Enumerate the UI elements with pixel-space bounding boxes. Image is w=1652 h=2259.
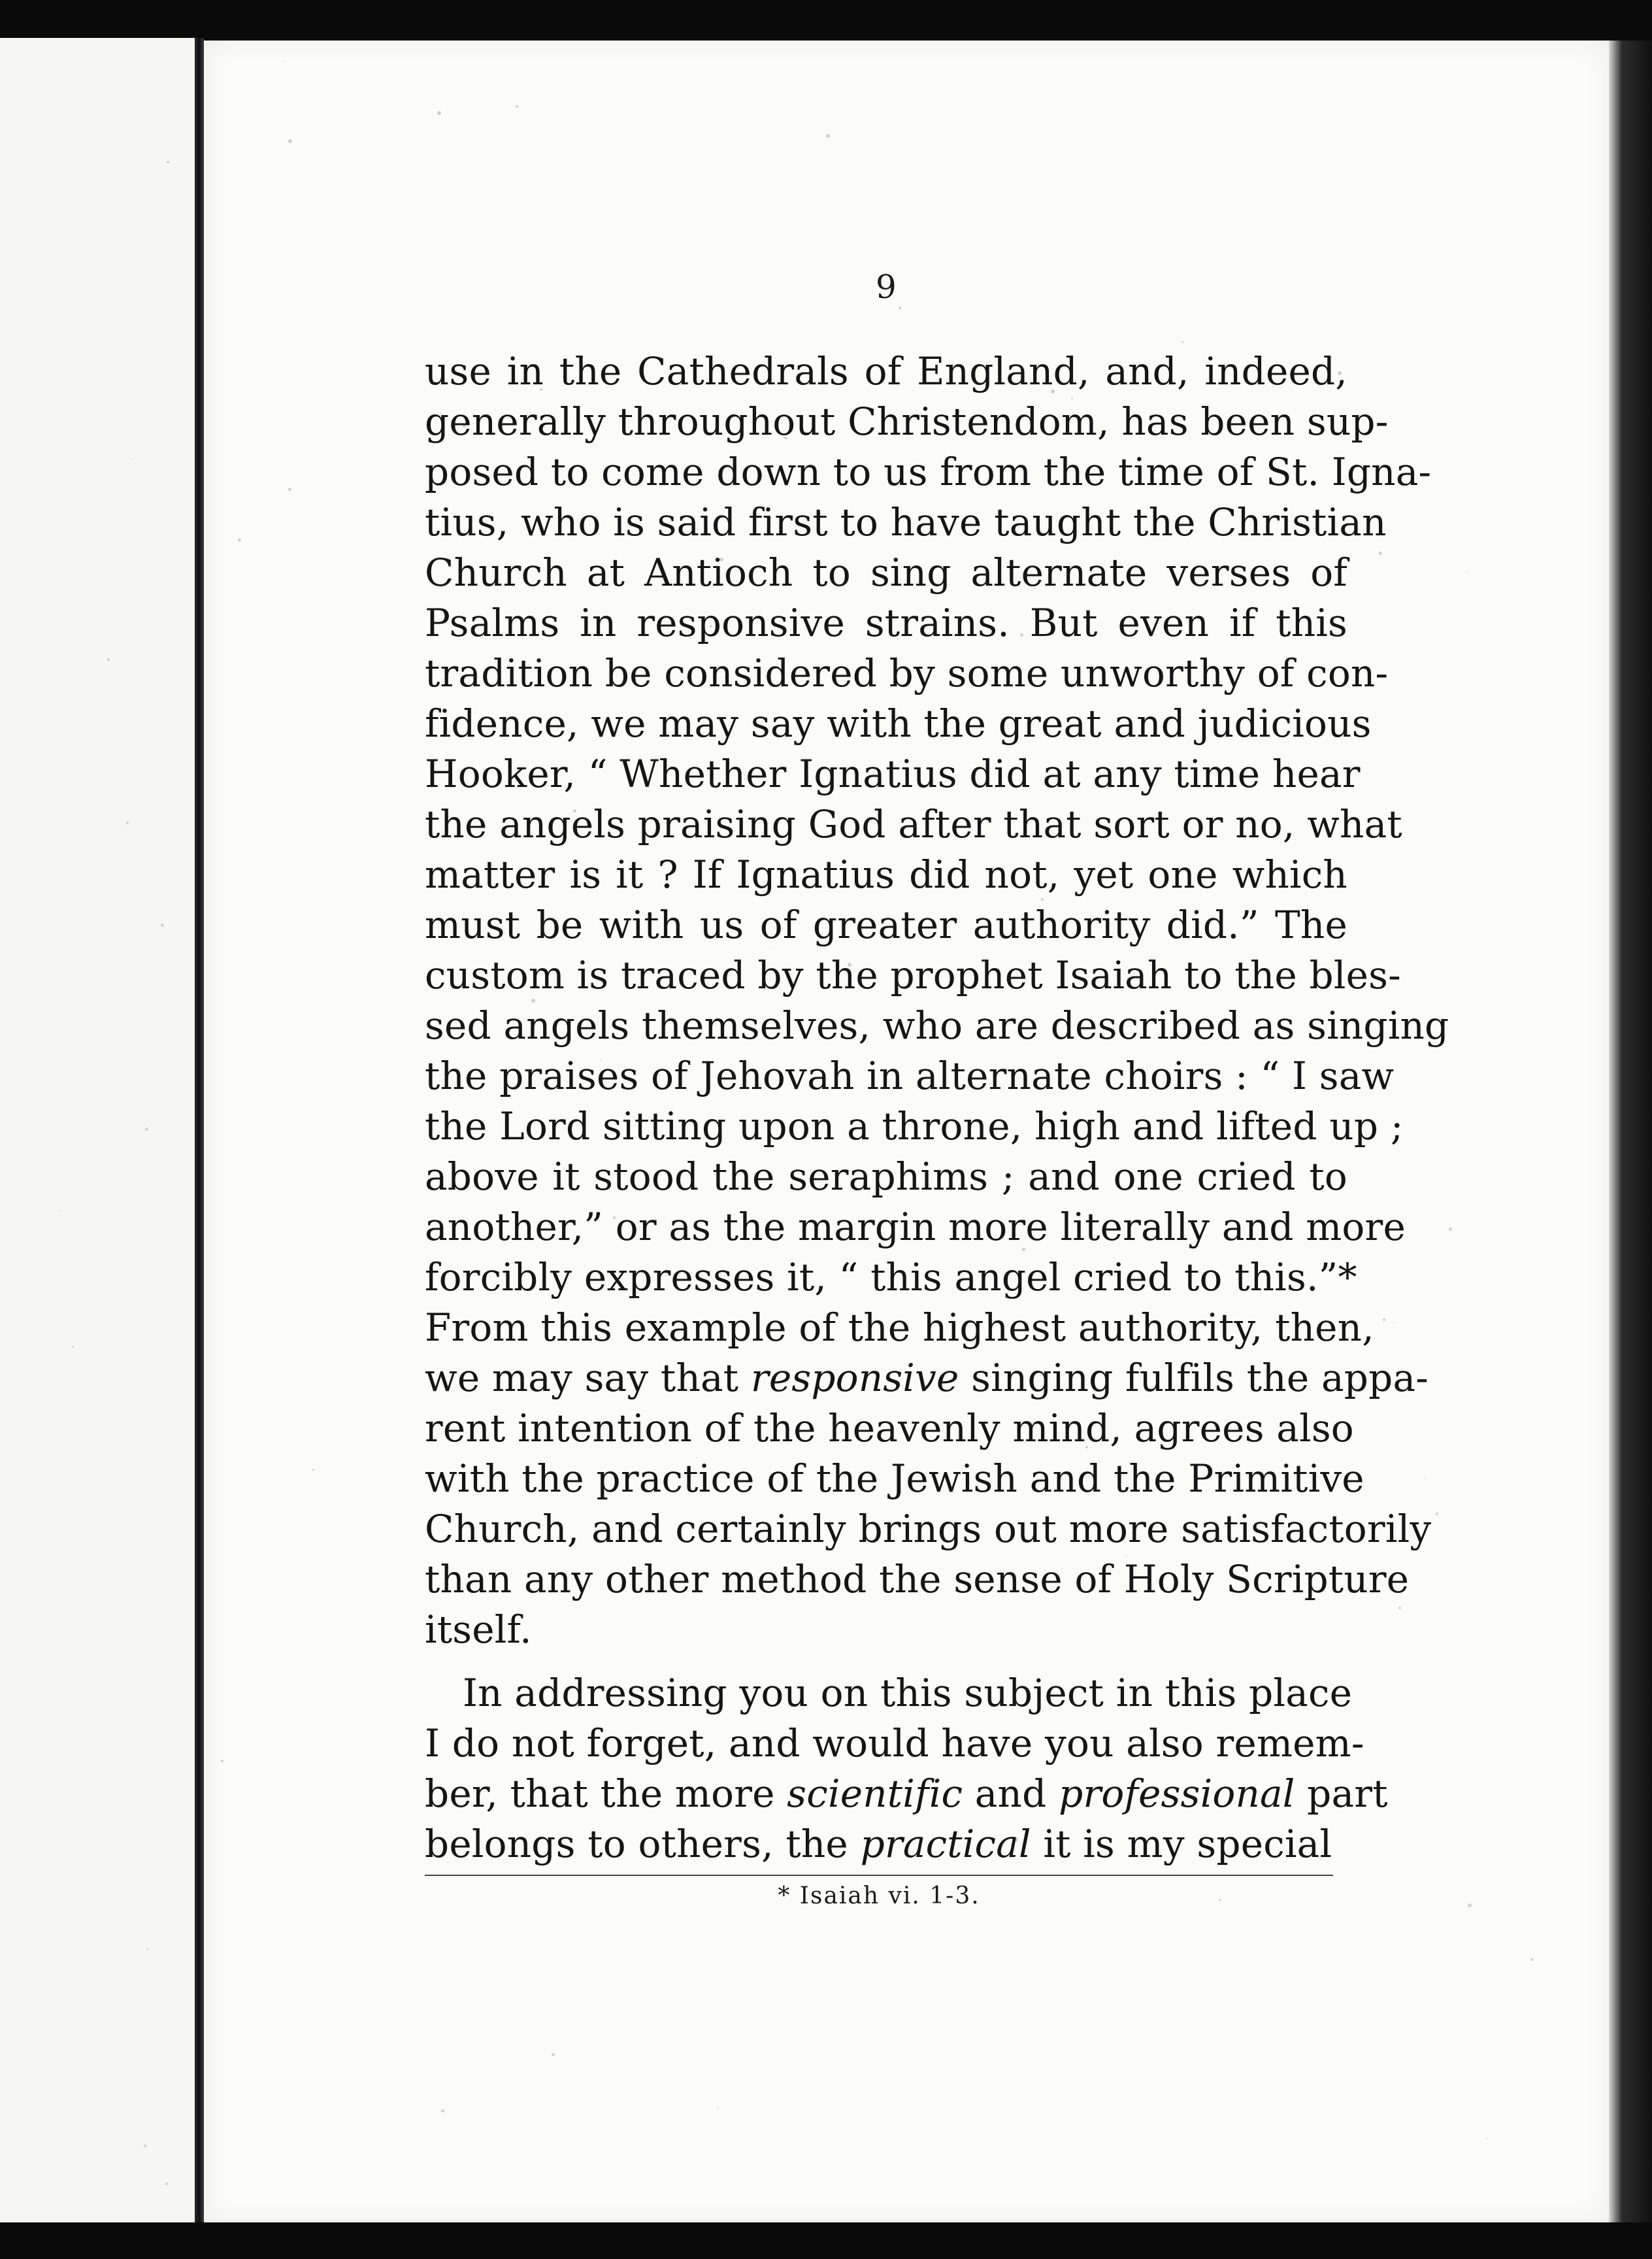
- text-run: itself.: [425, 1607, 532, 1652]
- text-run: fidence, we may say with the great and judicious: [425, 701, 1372, 746]
- text-line: [425, 1051, 1395, 1101]
- paper-speck: [1449, 1228, 1452, 1231]
- text-run: Psalms in responsive strains. But even if this: [425, 601, 1347, 645]
- paper-speck: [133, 458, 134, 460]
- text-run: belongs to others, the: [425, 1822, 861, 1866]
- text-run: generally throughout Christendom, has been sup-: [425, 399, 1389, 444]
- text-run: posed to come down to us from the time of St. Igna-: [425, 450, 1432, 494]
- text-run: tradition be considered by some unworthy of con-: [425, 651, 1389, 695]
- text-line: [425, 548, 1347, 598]
- text-run: than any other method the sense of Holy Scripture: [425, 1557, 1410, 1601]
- page-right-edge: [1609, 41, 1652, 2224]
- text-run: custom is traced by the prophet Isaiah to the bles-: [425, 953, 1401, 997]
- text-line: [425, 900, 1347, 950]
- footnote-rule: [425, 1875, 1333, 1876]
- text-run: sed angels themselves, who are described as singing: [425, 1003, 1449, 1048]
- text-line: [425, 1718, 1364, 1769]
- text-run: and: [963, 1771, 1059, 1816]
- text-run: rent intention of the heavenly mind, agrees also: [425, 1406, 1354, 1450]
- paper-speck: [1530, 1958, 1533, 1961]
- book-gutter: [195, 38, 204, 2222]
- text-run: tius, who is said first to have taught the Christian: [425, 500, 1387, 544]
- text-line: [425, 799, 1402, 850]
- paper-speck: [146, 1948, 148, 1950]
- text-run: part: [1295, 1771, 1388, 1816]
- text-line: [425, 1152, 1347, 1202]
- text-line: [425, 497, 1387, 548]
- paper-speck: [221, 1760, 223, 1762]
- text-line: [425, 1668, 1353, 1718]
- paper-speck: [107, 658, 110, 661]
- italic-phrase: responsive: [750, 1356, 959, 1400]
- paper-speck: [1379, 552, 1382, 555]
- text-run: In addressing you on this subject in this place: [463, 1671, 1353, 1715]
- text-run: forcibly expresses it, “ this angel cried to this.”*: [425, 1255, 1357, 1299]
- text-line: [425, 648, 1389, 699]
- text-run: ber, that the more: [425, 1771, 787, 1816]
- text-run: matter is it ? If Ignatius did not, yet one which: [425, 852, 1347, 897]
- text-run: the Lord sitting upon a throne, high and lifted up ;: [425, 1104, 1404, 1148]
- text-run: another,” or as the margin more literally and more: [425, 1205, 1406, 1249]
- text-run: I do not forget, and would have you also remem-: [425, 1721, 1364, 1765]
- italic-phrase: professional: [1059, 1771, 1295, 1816]
- text-line: [425, 1252, 1357, 1303]
- text-line: [425, 749, 1361, 799]
- text-run: it is my special: [1031, 1822, 1332, 1866]
- text-line: [425, 397, 1389, 447]
- facing-page-edge: [0, 38, 196, 2222]
- paper-speck: [1436, 1513, 1438, 1515]
- text-run: above it stood the seraphims ; and one cried to: [425, 1154, 1347, 1199]
- text-line: [425, 1353, 1429, 1403]
- text-line: [425, 1101, 1404, 1152]
- paper-speck: [441, 2109, 444, 2113]
- scan-bottom-border: [0, 2222, 1652, 2259]
- text-run: singing fulfils the appa-: [959, 1356, 1429, 1400]
- paper-speck: [899, 307, 901, 309]
- text-line: [425, 346, 1347, 397]
- text-line: [425, 1001, 1449, 1051]
- text-line: [425, 1504, 1432, 1554]
- text-line: [425, 950, 1401, 1001]
- paper-speck: [1398, 1607, 1401, 1609]
- paper-speck: [1468, 1903, 1472, 1907]
- text-run: Church at Antioch to sing alternate verses of: [425, 550, 1347, 595]
- text-run: the praises of Jehovah in alternate choirs : “ I saw: [425, 1054, 1395, 1098]
- paragraph-1: [425, 346, 1449, 1655]
- paper-speck: [165, 2183, 168, 2185]
- text-run: must be with us of greater authority did.” The: [425, 903, 1347, 947]
- text-run: Hooker, “ Whether Ignatius did at any time hear: [425, 752, 1361, 796]
- paper-speck: [167, 161, 169, 163]
- text-line: [425, 1202, 1406, 1252]
- text-line: [425, 1403, 1354, 1454]
- text-run: use in the Cathedrals of England, and, indeed,: [425, 349, 1347, 393]
- text-line: [425, 1554, 1410, 1605]
- text-line: [425, 1819, 1347, 1869]
- page-number: 9: [876, 268, 897, 306]
- text-run: we may say that: [425, 1356, 751, 1400]
- text-run: From this example of the highest authority, then,: [425, 1305, 1374, 1350]
- scan-top-border: [0, 0, 1652, 46]
- text-line: [425, 1454, 1364, 1504]
- text-line: [425, 850, 1347, 900]
- text-line: [425, 447, 1432, 497]
- paper-speck: [126, 822, 129, 824]
- footnote: * Isaiah vi. 1-3.: [778, 1882, 980, 1909]
- paper-speck: [282, 61, 284, 62]
- text-line: [425, 1605, 1347, 1655]
- text-line: [425, 1769, 1388, 1819]
- body-text: [425, 346, 1449, 1869]
- paper-speck: [161, 924, 164, 927]
- text-run: the angels praising God after that sort or no, what: [425, 802, 1402, 846]
- paper-speck: [144, 2145, 146, 2147]
- paper-speck: [312, 1469, 314, 1471]
- italic-phrase: scientific: [787, 1771, 963, 1816]
- text-line: [425, 1303, 1374, 1353]
- text-run: Church, and certainly brings out more satisfactorily: [425, 1507, 1432, 1551]
- italic-phrase: practical: [860, 1822, 1031, 1866]
- text-run: with the practice of the Jewish and the Primitive: [425, 1456, 1364, 1501]
- paragraph-2: [425, 1668, 1388, 1869]
- paper-speck: [59, 1211, 60, 1212]
- text-line: [425, 598, 1347, 648]
- text-line: [425, 699, 1372, 749]
